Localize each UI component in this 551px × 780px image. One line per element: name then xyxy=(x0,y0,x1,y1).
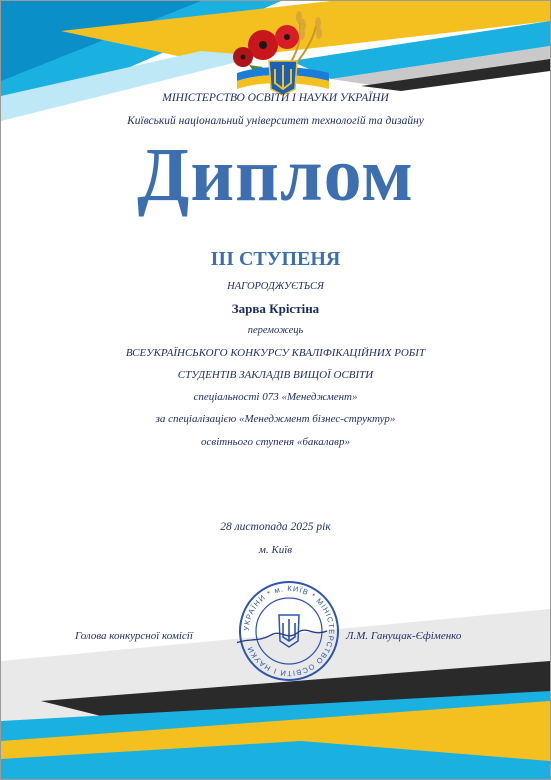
trident-icon xyxy=(269,61,297,95)
ministry-name: МІНІСТЕРСТВО ОСВІТИ І НАУКИ УКРАЇНИ xyxy=(162,92,389,104)
awards-label: НАГОРОДЖУЄТЬСЯ xyxy=(227,281,324,292)
specialization-line: за спеціалізацією «Менеджмент бізнес-структур» xyxy=(155,413,396,425)
award-date: 28 листопада 2025 рік xyxy=(220,521,331,533)
specialty-line: спеціальності 073 «Менеджмент» xyxy=(193,391,358,403)
signatory-role: Голова конкурсної комісії xyxy=(75,630,193,642)
signatory-name: Л.М. Ганущак-Єфіменко xyxy=(346,630,462,642)
stamp-trident-icon xyxy=(279,615,299,647)
diploma-title: Диплом xyxy=(137,133,414,217)
university-name: Київський національний університет технологій та дизайну xyxy=(127,115,424,127)
stamp-ring-text: УКРАЇНИ * м. КИЇВ * МІНІСТЕРСТВО ОСВІТИ І НАУКИ xyxy=(241,583,337,679)
winner-name: Зарва Крістіна xyxy=(231,301,320,316)
winner-role: переможець xyxy=(247,325,304,336)
award-city: м. Київ xyxy=(258,544,293,556)
poppy-trident-emblem xyxy=(219,7,347,97)
contest-name-line1: ВСЕУКРАЇНСЬКОГО КОНКУРСУ КВАЛІФІКАЦІЙНИХ РОБІТ xyxy=(125,347,426,359)
contest-name-line2: СТУДЕНТІВ ЗАКЛАДІВ ВИЩОЇ ОСВІТИ xyxy=(177,369,374,381)
degree-level-line: освітнього ступеня «бакалавр» xyxy=(201,436,350,448)
diploma-degree: ІІІ СТУПЕНЯ xyxy=(210,248,341,270)
official-stamp xyxy=(237,579,341,683)
